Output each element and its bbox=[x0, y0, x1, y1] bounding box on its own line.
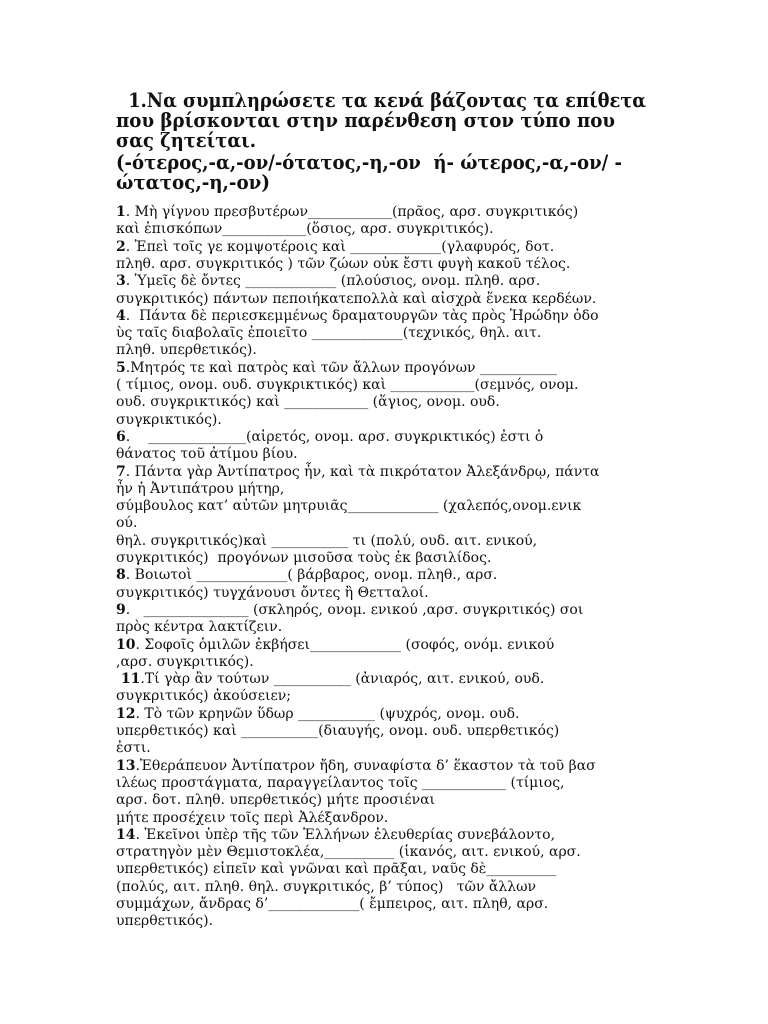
exercise-number: 9 bbox=[116, 601, 126, 618]
exercise-text: συγκριτικός) πάντων πεποιήκατεπολλὰ καὶ αἰσχρὰ ἕνεκα κερδέων. bbox=[116, 290, 597, 307]
exercise-line bbox=[116, 551, 491, 565]
exercise-number: 4 bbox=[116, 307, 126, 324]
exercise-line bbox=[116, 534, 537, 548]
exercise-text: ὺς ταῖς διαβολαῖς ἐποιεῖτο _____________(τεχνικός, θηλ. αιτ. bbox=[116, 325, 542, 342]
exercise-line bbox=[116, 205, 578, 219]
exercise-line bbox=[116, 724, 559, 738]
exercise-text: . Ἐπεὶ τοῖς γε κομψοτέροις καὶ _____________(γλαφυρός, δοτ. bbox=[125, 238, 555, 255]
exercise-line bbox=[116, 465, 599, 479]
exercise-line bbox=[116, 776, 565, 790]
exercise-text: υπερθετικός). bbox=[116, 913, 214, 930]
exercise-text: πληθ. αρσ. συγκριτικός ) τῶν ζώων οὐκ ἔστι φυγὴ κακοῦ τέλος. bbox=[116, 255, 571, 272]
exercise-text: αρσ. δοτ. πληθ. υπερθετικός) μήτε προσιέναι bbox=[116, 792, 436, 809]
exercise-line bbox=[116, 413, 222, 427]
exercise-line bbox=[116, 707, 520, 721]
exercise-text: συμμάχων, ἄνδρας δ’_____________( ἔμπειρος, αιτ. πληθ, αρσ. bbox=[116, 896, 549, 912]
exercise-text: (πολύς, αιτ. πληθ. θηλ. συγκριτικός, β’ τύπος) τῶν ἄλλων bbox=[116, 878, 537, 895]
exercise-number: 7 bbox=[116, 463, 126, 480]
exercise-text: .Μητρός τε καὶ πατρὸς καὶ τῶν ἄλλων προγόνων ___________ bbox=[125, 359, 557, 376]
exercise-text: πληθ. υπερθετικός). bbox=[116, 342, 257, 359]
exercise-text: . Πάντα δὲ περιεσκεμμένως δραματουργῶν τὰς πρὸς Ἡρώδην ὁδο bbox=[125, 307, 599, 324]
exercise-number: 13 bbox=[116, 757, 136, 774]
exercise-number: 10 bbox=[116, 636, 136, 653]
exercise-text: ἐστι. bbox=[116, 740, 151, 757]
exercise-number: 5 bbox=[116, 359, 126, 376]
exercise-text: υπερθετικός) καὶ ___________(διαυγής, ονομ. ουδ. υπερθετικός) bbox=[116, 723, 560, 739]
exercise-line bbox=[116, 568, 497, 582]
exercise-line bbox=[116, 240, 554, 254]
exercise-text: πρὸς κέντρα λακτίζειν. bbox=[116, 619, 283, 636]
exercise-text: . Βοιωτοὶ _____________( βάρβαρος, ονομ. πληθ., αρσ. bbox=[125, 567, 498, 584]
heading-line: 1.Να συμπληρώσετε τα κενά βάζοντας τα επίθετα bbox=[122, 88, 647, 112]
exercise-line bbox=[116, 343, 257, 357]
exercise-line bbox=[116, 361, 557, 375]
exercise-text: .Τί γὰρ ἂν τούτων ___________ (ἀνιαρός, αιτ. ενικού, ουδ. bbox=[140, 671, 545, 688]
exercise-line bbox=[116, 603, 583, 617]
exercise-text: ουδ. συγκρικτικός) καὶ ____________ (ἅγιος, ονομ. ουδ. bbox=[116, 394, 500, 411]
exercise-line bbox=[116, 257, 570, 271]
exercise-text: συγκριτικός) ἀκούσειεν; bbox=[116, 688, 291, 705]
exercise-line bbox=[116, 741, 151, 755]
exercise-text: . Μὴ γίγνου πρεσβυτέρων____________(πρᾶος, αρσ. συγκριτικός) bbox=[125, 204, 579, 220]
exercise-number: 12 bbox=[116, 705, 136, 722]
heading-line: ώτατος,-η,-ον) bbox=[116, 170, 271, 194]
exercise-number: 8 bbox=[116, 567, 126, 584]
exercise-number: 6 bbox=[116, 428, 126, 445]
exercise-text: . Τὸ τῶν κρηνῶν ὕδωρ ___________ (ψυχρός, ονομ. ουδ. bbox=[135, 705, 520, 722]
heading-line: που βρίσκονται στην παρένθεση στον τύπο που bbox=[116, 108, 616, 132]
exercise-text: . ______________(αἱρετός, ονομ. αρσ. συγκρικτικός) ἐστι ὁ bbox=[125, 428, 544, 445]
exercise-line bbox=[116, 811, 388, 825]
exercise-line bbox=[116, 292, 596, 306]
heading-line: (-ότερος,-α,-ον/-ότατος,-η,-ον ή- ώτερος,-α,-ον/ - bbox=[116, 150, 622, 174]
exercise-text: θάνατος τοῦ ἀτίμου βίου. bbox=[116, 446, 298, 463]
exercise-line bbox=[116, 793, 435, 807]
exercise-text: .Ἐθεράπευον Ἀντίπατρον ἤδη, συναφίστα δ’ ἕκαστον τὰ τοῦ βασ bbox=[135, 757, 596, 774]
exercise-line bbox=[116, 862, 556, 876]
heading-line: σας ζητείται. bbox=[116, 128, 256, 152]
exercise-text: καὶ ἐπισκόπων____________(ὅσιος, αρσ. συγκριτικός). bbox=[116, 221, 494, 238]
exercise-line bbox=[116, 516, 137, 530]
exercise-text: ιλέως προστάγματα, παραγγείλαντος τοῖς ____________ (τίμιος, bbox=[116, 774, 565, 791]
exercise-number: 14 bbox=[116, 826, 136, 843]
exercise-number: 11 bbox=[116, 671, 141, 688]
exercise-text: σύμβουλος κατ’ αὐτῶν μητρυιᾶς_____________ (χαλεπός,ονομ.ενικ bbox=[116, 498, 582, 515]
exercise-text: . Ἐκεῖνοι ὑπὲρ τῆς τῶν Ἑλλήνων ἐλευθερίας συνεβάλοντο, bbox=[135, 826, 556, 843]
exercise-text: στρατηγὸν μὲν Θεμιστοκλέα,__________ (ἱκανός, αιτ. ενικού, αρσ. bbox=[116, 844, 581, 861]
exercise-text: μήτε προσέχειν τοῖς περὶ Ἀλέξανδρον. bbox=[116, 809, 389, 826]
exercise-line bbox=[116, 897, 548, 911]
exercise-text: ,αρσ. συγκριτικός). bbox=[116, 653, 254, 670]
exercise-line bbox=[116, 274, 540, 288]
exercise-line bbox=[116, 672, 544, 686]
exercise-line bbox=[116, 430, 543, 444]
exercise-text: . Σοφοῖς ὁμιλῶν ἐκβήσει_____________ (σοφός, ονόμ. ενικού bbox=[135, 636, 555, 653]
exercise-line bbox=[116, 447, 298, 461]
exercise-text: ού. bbox=[116, 515, 138, 532]
exercise-line bbox=[116, 880, 536, 894]
exercise-text: . Πάντα γὰρ Ἀντίπατρος ἦν, καὶ τὰ πικρότατον Ἀλεξάνδρῳ, πάντα bbox=[125, 463, 600, 480]
exercise-line bbox=[116, 914, 213, 928]
exercise-text: συγκριτικός) προγόνων μισοῦσα τοὺς ἐκ βασιλίδος. bbox=[116, 550, 492, 566]
exercise-text: θηλ. συγκριτικός)καὶ ___________ τι (πολύ, ουδ. αιτ. ενικού, bbox=[116, 532, 538, 549]
exercise-text: συγκρικτικός). bbox=[116, 411, 222, 428]
exercise-line bbox=[116, 620, 282, 634]
exercise-line bbox=[116, 845, 581, 859]
exercise-text: ( τίμιος, ονομ. ουδ. συγκρικτικός) καὶ ____________(σεμνός, ονομ. bbox=[116, 377, 579, 393]
exercise-text: υπερθετικός) εἰπεῖν καὶ γνῶναι καὶ πρᾶξαι, ναῦς δὲ__________ bbox=[116, 861, 557, 878]
exercise-number: 1 bbox=[116, 204, 126, 220]
exercise-line bbox=[116, 482, 284, 496]
exercise-line bbox=[116, 586, 429, 600]
exercise-line bbox=[116, 326, 541, 340]
exercise-line bbox=[116, 638, 554, 652]
exercise-line bbox=[116, 759, 596, 773]
exercise-text: . Ὑμεῖς δὲ ὄντες _____________ (πλούσιος, ονομ. πληθ. αρσ. bbox=[125, 273, 541, 290]
exercise-line bbox=[116, 499, 581, 513]
exercise-line bbox=[116, 378, 578, 392]
exercise-line bbox=[116, 655, 254, 669]
exercise-text: ἦν ἡ Ἀντιπάτρου μήτηρ, bbox=[116, 480, 285, 497]
exercise-line bbox=[116, 309, 599, 323]
exercise-line bbox=[116, 222, 494, 236]
exercise-text: . _______________ (σκληρός, ονομ. ενικού ,αρσ. συγκριτικός) σοι bbox=[125, 601, 584, 618]
exercise-line bbox=[116, 828, 555, 842]
exercise-number: 3 bbox=[116, 273, 126, 290]
exercise-text: συγκριτικός) τυγχάνουσι ὄντες ἢ Θετταλοί. bbox=[116, 584, 429, 601]
exercise-line bbox=[116, 689, 291, 703]
exercise-line bbox=[116, 395, 500, 409]
exercise-number: 2 bbox=[116, 238, 126, 255]
